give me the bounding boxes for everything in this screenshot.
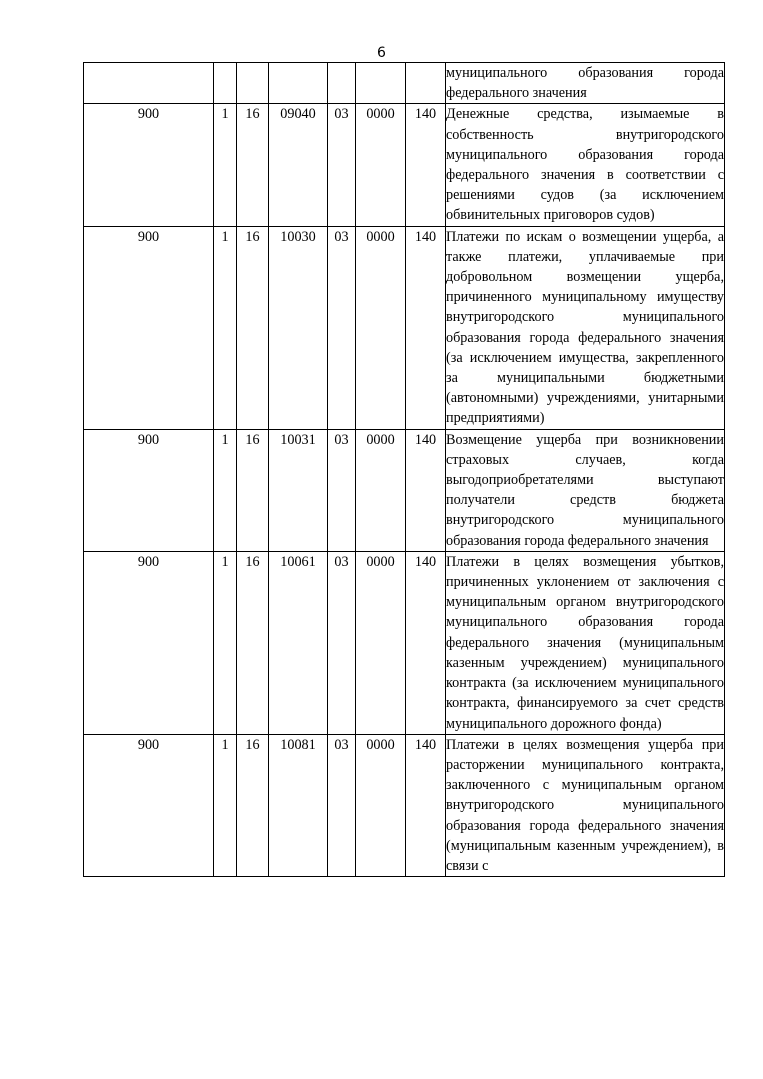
article-code-cell: 10031 bbox=[269, 429, 328, 551]
element-code-cell: 03 bbox=[328, 429, 356, 551]
article-code-cell: 10030 bbox=[269, 226, 328, 429]
subgroup-code-cell: 16 bbox=[237, 734, 269, 876]
group-code-cell: 1 bbox=[214, 226, 237, 429]
article-code-cell: 10081 bbox=[269, 734, 328, 876]
economic-code-cell: 140 bbox=[406, 734, 446, 876]
admin-code-cell: 900 bbox=[84, 429, 214, 551]
revenue-name-cell bbox=[446, 63, 725, 104]
group-code-cell: 1 bbox=[214, 429, 237, 551]
economic-code-cell: 140 bbox=[406, 551, 446, 734]
table-row bbox=[84, 226, 725, 429]
page-number: 6 bbox=[377, 45, 386, 61]
revenue-name-cell bbox=[446, 226, 725, 429]
revenue-name-text: Платежи в целях возмещения убытков, причиненных уклонением от заключения с муниципальным органом внутригородского муниципального образования города федерального значения (муниципальным казенным учреждением) муниципального контракта (за исключением муниципального контракта, финансируемого за счет средств муниципального дорожного фонда) bbox=[446, 553, 724, 732]
article-code-cell: 09040 bbox=[269, 104, 328, 226]
article-code-cell bbox=[269, 63, 328, 104]
program-code-cell: 0000 bbox=[356, 104, 406, 226]
revenue-name-text: муниципального образования города федерального значения bbox=[446, 65, 724, 102]
program-code-cell: 0000 bbox=[356, 734, 406, 876]
admin-code-cell: 900 bbox=[84, 734, 214, 876]
program-code-cell: 0000 bbox=[356, 226, 406, 429]
economic-code-cell bbox=[406, 63, 446, 104]
admin-code-cell: 900 bbox=[84, 104, 214, 226]
group-code-cell: 1 bbox=[214, 104, 237, 226]
table-row bbox=[84, 551, 725, 734]
element-code-cell: 03 bbox=[328, 104, 356, 226]
article-code-cell: 10061 bbox=[269, 551, 328, 734]
program-code-cell: 0000 bbox=[356, 429, 406, 551]
revenue-name-cell bbox=[446, 429, 725, 551]
subgroup-code-cell: 16 bbox=[237, 226, 269, 429]
subgroup-code-cell: 16 bbox=[237, 104, 269, 226]
revenue-name-cell bbox=[446, 104, 725, 226]
group-code-cell: 1 bbox=[214, 734, 237, 876]
revenue-name-text: Платежи в целях возмещения ущерба при расторжении муниципального контракта, заключенного с муниципальным органом внутригородского муниципального образования города федерального значения (муниципальным казенным учреждением), в связи с bbox=[446, 736, 724, 874]
admin-code-cell: 900 bbox=[84, 226, 214, 429]
subgroup-code-cell bbox=[237, 63, 269, 104]
admin-code-cell bbox=[84, 63, 214, 104]
revenue-codes-table bbox=[83, 62, 725, 877]
revenue-name-cell bbox=[446, 734, 725, 876]
revenue-name-text: Возмещение ущерба при возникновении страховых случаев, когда выгодоприобретателями выступают получатели средств бюджета внутригородского муниципального образования города федерального значения bbox=[446, 431, 724, 549]
element-code-cell: 03 bbox=[328, 734, 356, 876]
economic-code-cell: 140 bbox=[406, 226, 446, 429]
revenue-name-cell bbox=[446, 551, 725, 734]
program-code-cell bbox=[356, 63, 406, 104]
admin-code-cell: 900 bbox=[84, 551, 214, 734]
revenue-name-text: Платежи по искам о возмещении ущерба, а также платежи, уплачиваемые при добровольном возмещении ущерба, причиненного муниципальному имуществу внутригородского муниципального образования города федерального значения (за исключением имущества, закрепленного за муниципальными бюджетными (автономными) учреждениями, унитарными предприятиями) bbox=[446, 228, 724, 427]
economic-code-cell: 140 bbox=[406, 429, 446, 551]
table-row bbox=[84, 104, 725, 226]
subgroup-code-cell: 16 bbox=[237, 429, 269, 551]
element-code-cell bbox=[328, 63, 356, 104]
element-code-cell: 03 bbox=[328, 226, 356, 429]
revenue-name-text: Денежные средства, изымаемые в собственность внутригородского муниципального образования города федерального значения в соответствии с решениями судов (за исключением обвинительных приговоров судов) bbox=[446, 106, 724, 224]
subgroup-code-cell: 16 bbox=[237, 551, 269, 734]
group-code-cell bbox=[214, 63, 237, 104]
program-code-cell: 0000 bbox=[356, 551, 406, 734]
table-row bbox=[84, 734, 725, 876]
economic-code-cell: 140 bbox=[406, 104, 446, 226]
table-row bbox=[84, 63, 725, 104]
group-code-cell: 1 bbox=[214, 551, 237, 734]
table-row bbox=[84, 429, 725, 551]
element-code-cell: 03 bbox=[328, 551, 356, 734]
